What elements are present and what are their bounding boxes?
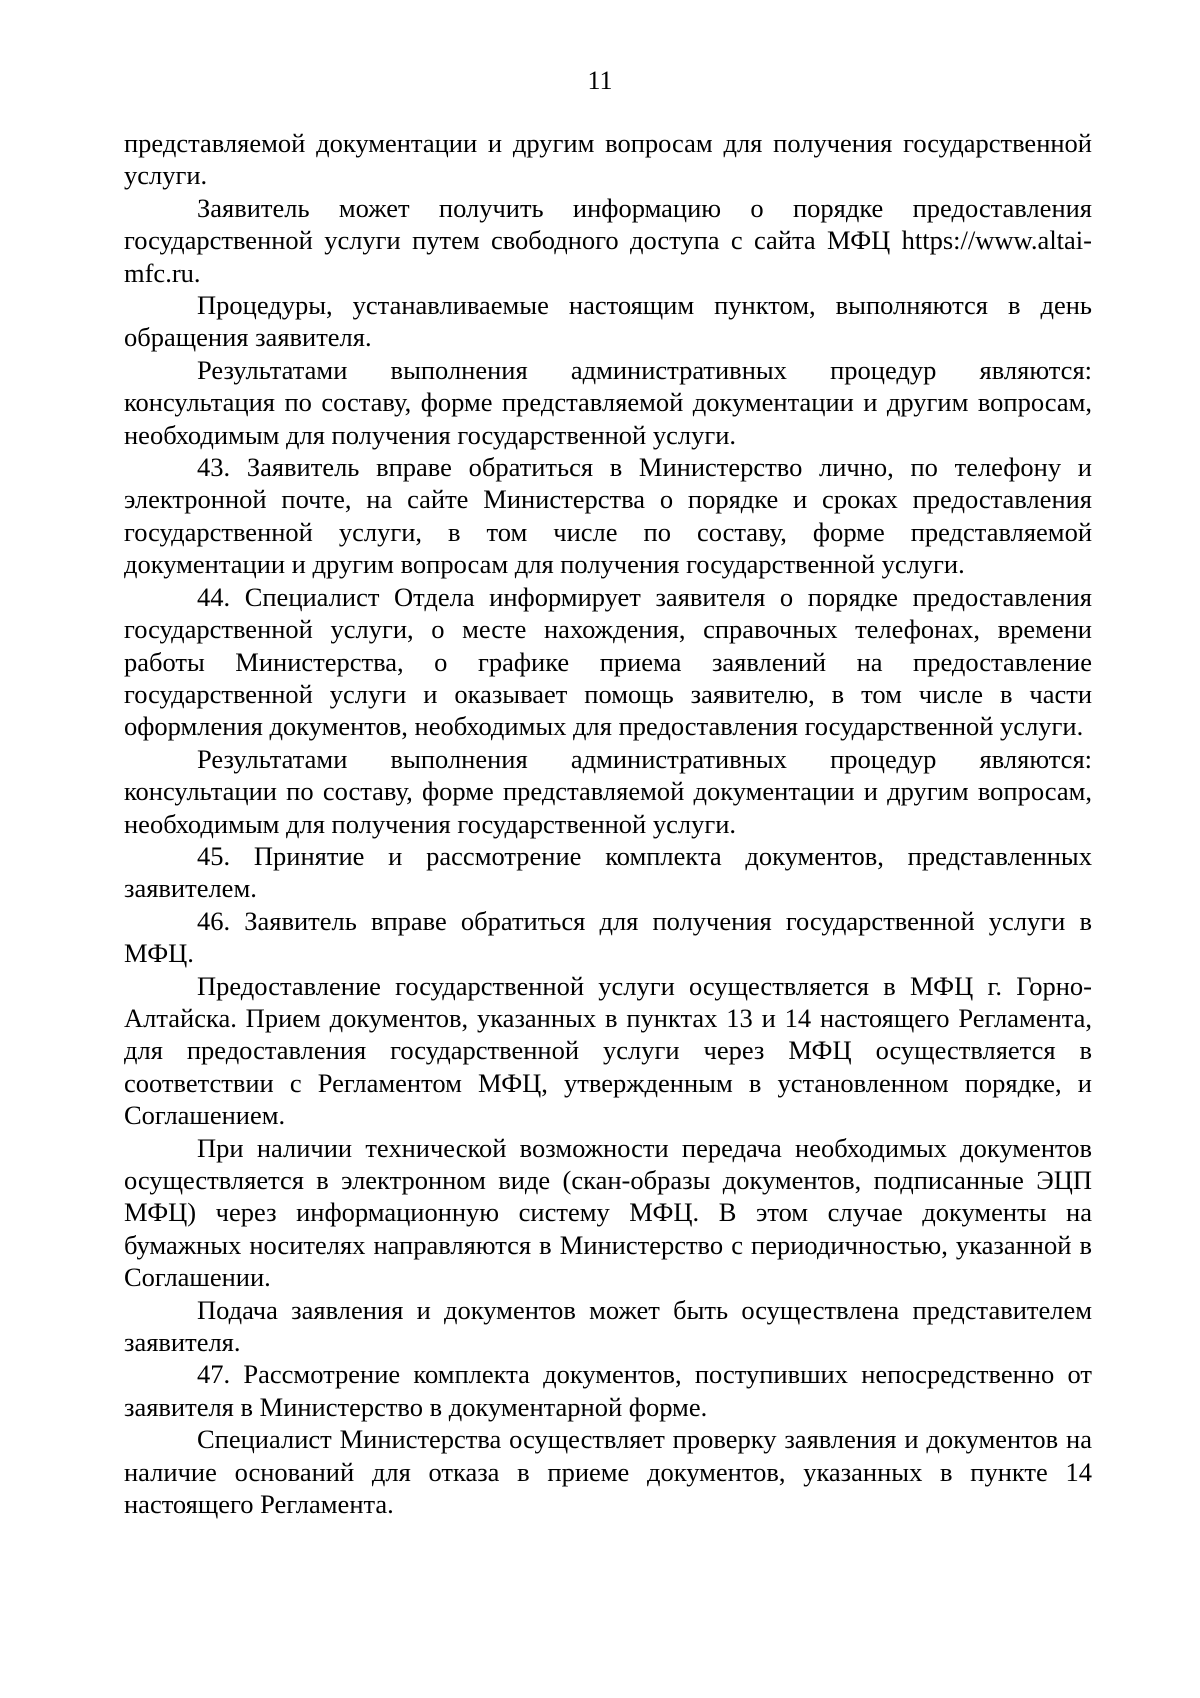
paragraph-ministry-check: Специалист Министерства осуществляет проверку заявления и документов на наличие оснований для отказа в приеме документов, указанных в пункте 14 настоящего Регламента. bbox=[124, 1424, 1092, 1520]
paragraph-results-consultations: Результатами выполнения административных процедур являются: консультации по составу, форме представляемой документации и другим вопросам, необходимым для получения государственной услуги. bbox=[124, 743, 1092, 839]
paragraph-item-47: 47. Рассмотрение комплекта документов, поступивших непосредственно от заявителя в Министерство в документарной форме. bbox=[124, 1359, 1092, 1422]
paragraph-mfc-website-info: Заявитель может получить информацию о порядке предоставления государственной услуги путем свободного доступа с сайта МФЦ https://www.altai-mfc.ru. bbox=[124, 192, 1092, 288]
paragraph-representative: Подача заявления и документов может быть осуществлена представителем заявителя. bbox=[124, 1294, 1092, 1358]
paragraph-item-45: 45. Принятие и рассмотрение комплекта документов, представленных заявителем. bbox=[124, 840, 1092, 904]
paragraph-continuation: представляемой документации и другим вопросам для получения государственной услуги. bbox=[124, 128, 1092, 191]
paragraph-procedures-timing: Процедуры, устанавливаемые настоящим пунктом, выполняются в день обращения заявителя. bbox=[124, 290, 1092, 353]
document-body bbox=[124, 127, 1092, 1520]
paragraph-results-consultation: Результатами выполнения административных процедур являются: консультация по составу, форме представляемой документации и другим вопросам, необходимым для получения государственной услуги. bbox=[124, 354, 1092, 450]
page-number: 11 bbox=[587, 66, 613, 95]
paragraph-item-43: 43. Заявитель вправе обратиться в Министерство лично, по телефону и электронной почте, на сайте Министерства о порядке и сроках предоставления государственной услуги, в том числе по составу, форме представляемой документации и другим вопросам для получения государственной услуги. bbox=[124, 452, 1092, 580]
paragraph-item-46: 46. Заявитель вправе обратиться для получения государственной услуги в МФЦ. bbox=[124, 905, 1092, 969]
paragraph-item-44: 44. Специалист Отдела информирует заявителя о порядке предоставления государственной услуги, о месте нахождения, справочных телефонах, времени работы Министерства, о графике приема заявлений на предоставление государственной услуги и оказывает помощь заявителю, в том числе в части оформления документов, необходимых для предоставления государственной услуги. bbox=[124, 581, 1092, 742]
paragraph-mfc-provision: Предоставление государственной услуги осуществляется в МФЦ г. Горно-Алтайска. Прием документов, указанных в пунктах 13 и 14 настоящего Регламента, для предоставления государственной услуги через МФЦ осуществляется в соответствии с Регламентом МФЦ, утвержденным в установленном порядке, и Соглашением. bbox=[124, 970, 1092, 1131]
paragraph-electronic-transfer: При наличии технической возможности передача необходимых документов осуществляется в электронном виде (скан-образы документов, подписанные ЭЦП МФЦ) через информационную систему МФЦ. В этом случае документы на бумажных носителях направляются в Министерство с периодичностью, указанной в Соглашении. bbox=[124, 1132, 1092, 1293]
